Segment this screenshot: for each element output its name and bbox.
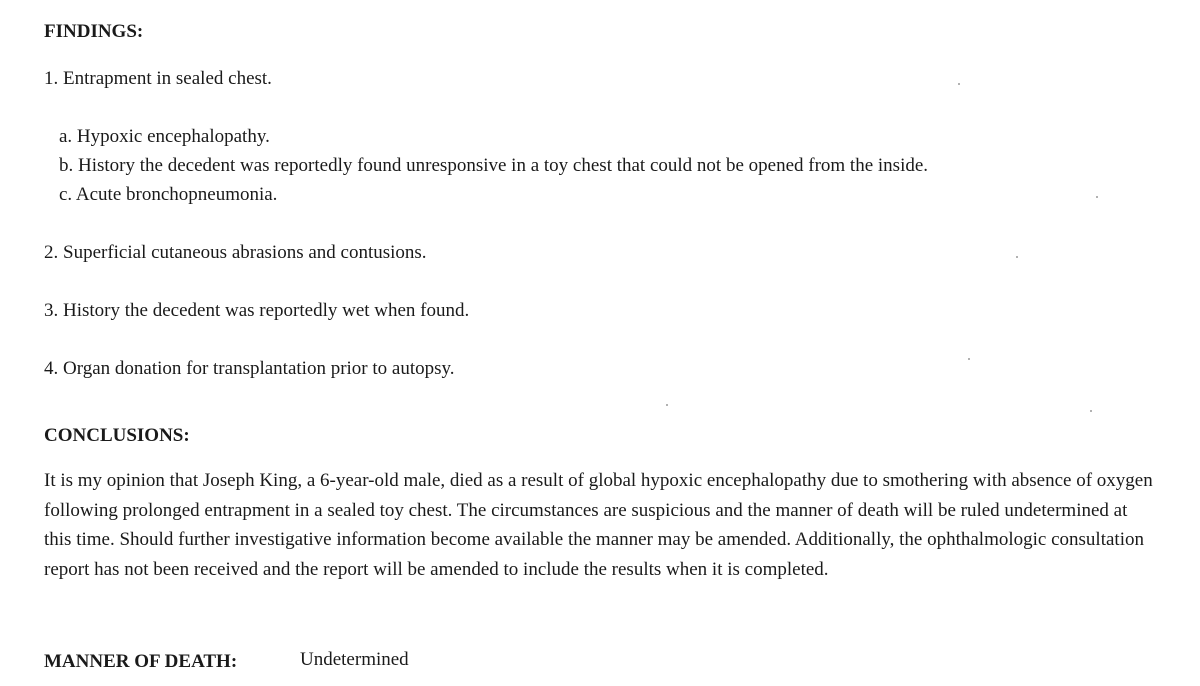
scan-speck — [666, 404, 668, 406]
finding-item-4: 4. Organ donation for transplantation prior to autopsy. — [44, 358, 455, 379]
conclusions-heading: CONCLUSIONS: — [44, 425, 190, 446]
finding-item-3: 3. History the decedent was reportedly wet when found. — [44, 300, 470, 321]
scan-speck — [1016, 256, 1018, 258]
scan-speck — [1090, 410, 1092, 412]
finding-item-1a: a. Hypoxic encephalopathy. — [59, 126, 270, 147]
manner-of-death-label: MANNER OF DEATH: — [44, 651, 238, 672]
finding-item-1: 1. Entrapment in sealed chest. — [44, 68, 272, 89]
scan-speck — [1096, 196, 1098, 198]
manner-of-death-value: Undetermined — [300, 649, 409, 670]
scan-speck — [958, 83, 960, 85]
finding-item-2: 2. Superficial cutaneous abrasions and contusions. — [44, 242, 427, 263]
finding-item-1c: c. Acute bronchopneumonia. — [59, 184, 278, 205]
scan-speck — [968, 358, 970, 360]
findings-heading: FINDINGS: — [44, 21, 144, 42]
conclusions-paragraph: It is my opinion that Joseph King, a 6-year-old male, died as a result of global hypoxic encephalopathy due to smothering with absence of oxygen following prolonged entrapment in a sealed toy chest. The circumstances are suspicious and the manner of death will be ruled undetermined at this time. Should further investigative information become available the manner may be amended. Additionally, the ophthalmologic consultation report has not been received and the report will be amended to include the results when it is completed. — [44, 470, 1153, 580]
finding-item-1b: b. History the decedent was reportedly found unresponsive in a toy chest that could not be opened from the inside. — [59, 155, 929, 176]
